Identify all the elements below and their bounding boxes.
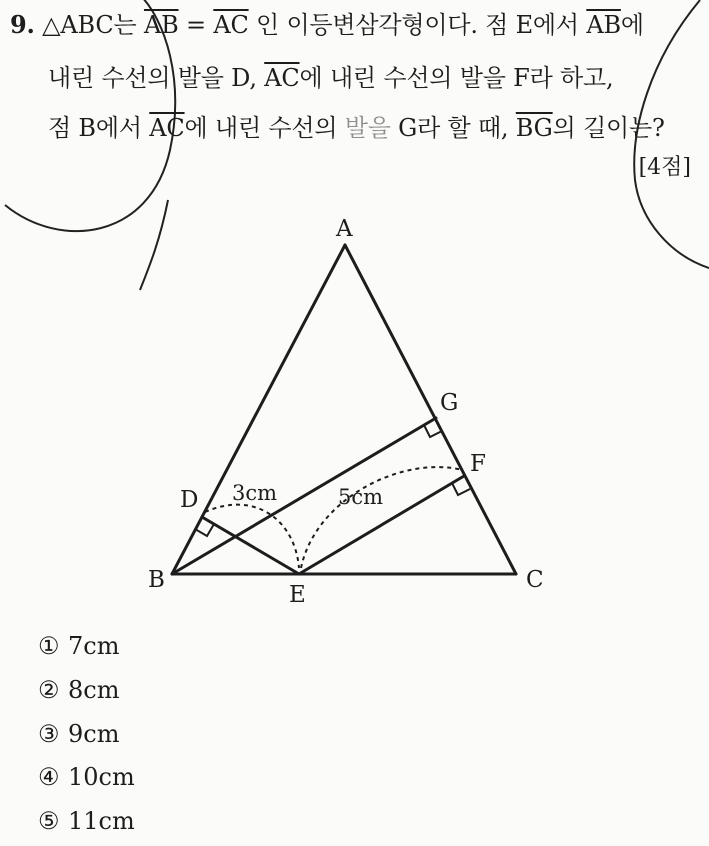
question-text: 내린 수선의 발을 D, [48, 64, 265, 92]
question-text: △ABC는 [42, 11, 144, 39]
segment-label: $\overline{AC}$ [149, 114, 185, 142]
measure-label-ef: 5cm [338, 485, 384, 509]
answer-choice-1[interactable] [38, 631, 119, 661]
segment-label: $\overline{BG}$ [515, 114, 553, 142]
choice-mark: ① [38, 632, 60, 660]
choice-text: 11cm [68, 807, 135, 835]
question-text: = [178, 11, 214, 39]
vertex-label-a: A [336, 216, 353, 242]
question-text: G라 할 때, [390, 114, 516, 142]
vertex-label-g: G [440, 390, 459, 416]
side-ac [345, 245, 516, 574]
answer-choice-2[interactable] [38, 675, 119, 705]
question-text-faint: 발을 [344, 114, 391, 142]
question-text: 의 길이는? [552, 114, 665, 142]
vertex-label-e: E [289, 582, 306, 608]
segment-label: $\overline{AC}$ [264, 64, 300, 92]
question-text: 에 내린 수선의 [184, 114, 345, 142]
choice-text: 10cm [68, 763, 135, 791]
choice-text: 8cm [68, 676, 120, 704]
segment-de [202, 517, 299, 574]
choice-mark: ③ [38, 720, 60, 748]
dimension-arc-de [205, 505, 299, 568]
question-number: 9. [10, 10, 35, 39]
answer-choice-3[interactable] [38, 719, 119, 749]
right-angle-mark-f [452, 483, 470, 495]
segment-label: $\overline{AB}$ [143, 11, 179, 39]
vertex-label-c: C [526, 567, 544, 593]
choice-text: 7cm [68, 632, 120, 660]
choice-text: 9cm [68, 720, 120, 748]
question-text: 인 이등변삼각형이다. 점 E에서 [248, 11, 587, 39]
vertex-label-f: F [470, 451, 486, 477]
points-label: [4점] [638, 155, 691, 180]
vertex-label-b: B [148, 567, 165, 593]
measure-label-de: 3cm [232, 481, 278, 505]
vertex-label-d: D [180, 487, 199, 513]
question-text: 에 [620, 11, 644, 39]
choice-mark: ② [38, 676, 60, 704]
choice-mark: ④ [38, 763, 60, 791]
segment-label: $\overline{AB}$ [586, 11, 621, 39]
side-ab [172, 245, 345, 574]
segment-label: $\overline{AC}$ [213, 11, 249, 39]
question-text: 에 내린 수선의 발을 F라 하고, [299, 64, 614, 92]
answer-choice-4[interactable] [38, 762, 135, 792]
choice-mark: ⑤ [38, 807, 60, 835]
answer-choice-5[interactable] [38, 806, 135, 836]
question-text: 점 B에서 [48, 114, 150, 142]
